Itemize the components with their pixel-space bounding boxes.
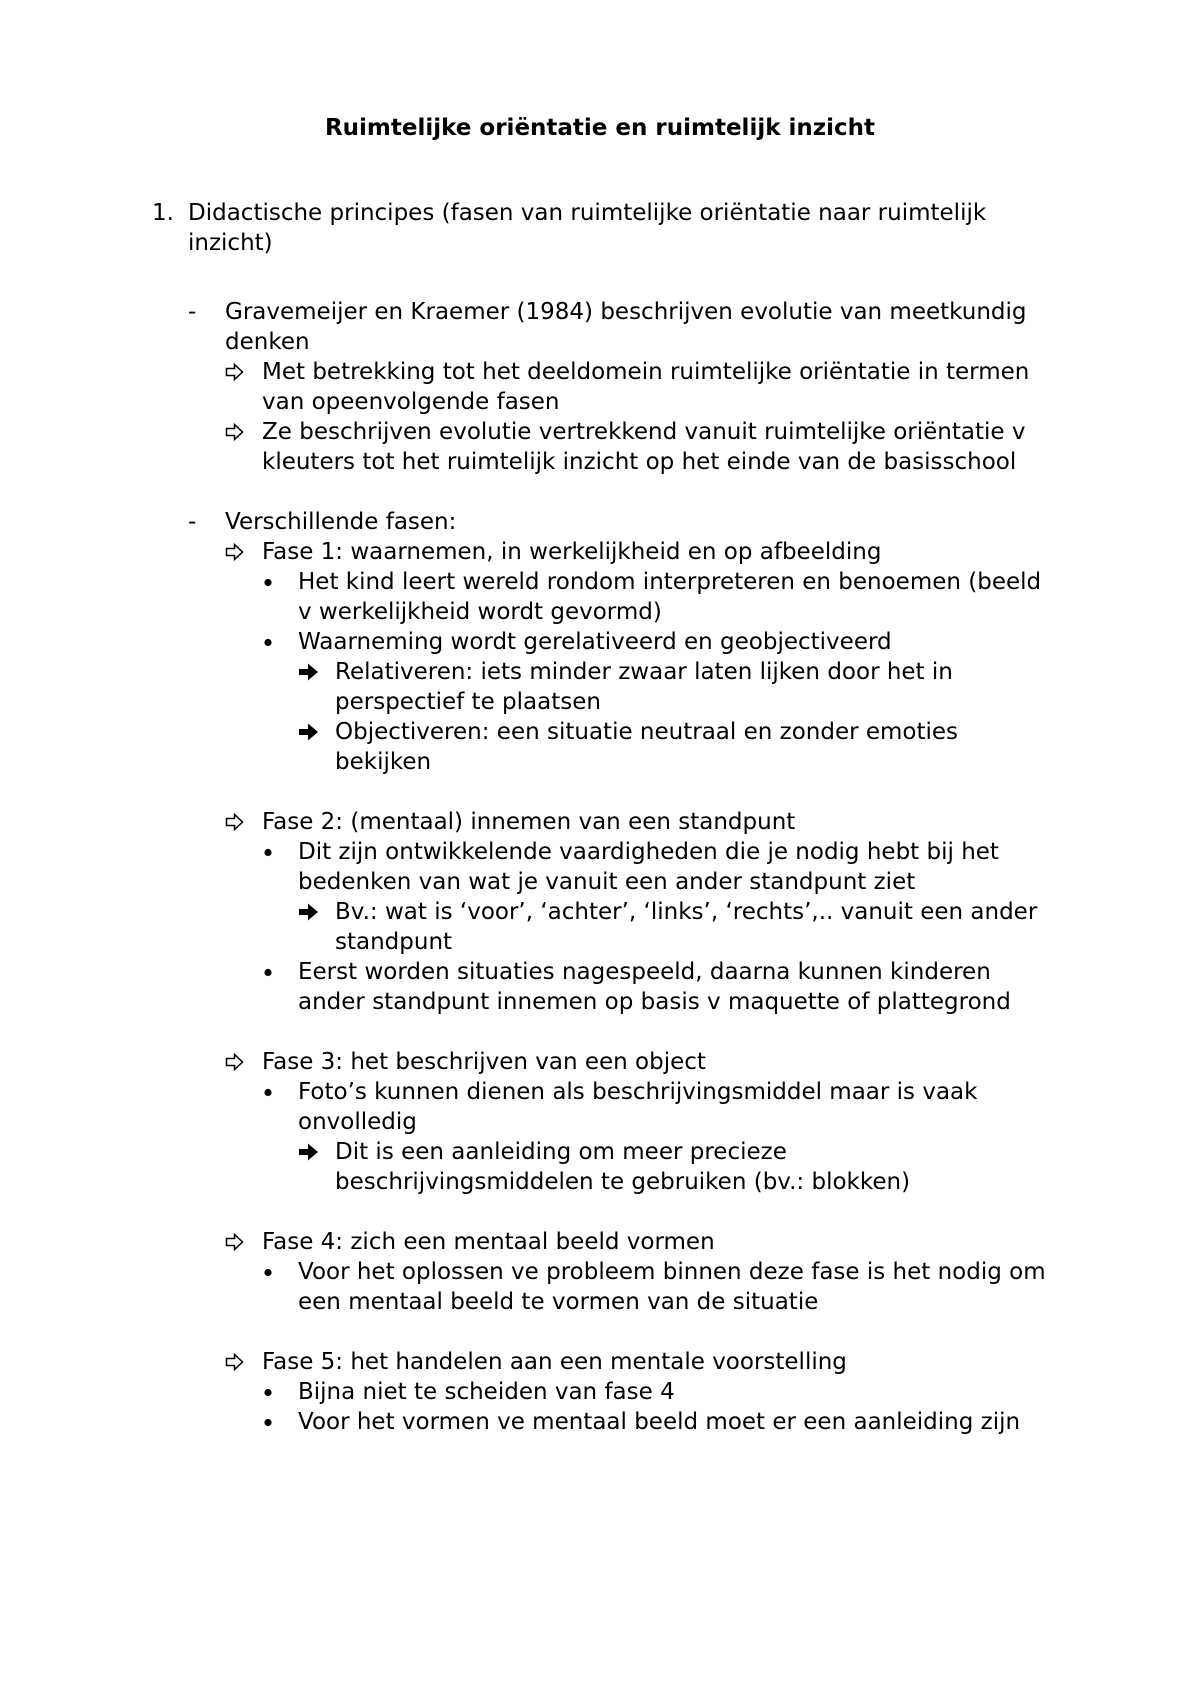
outline-arrow-icon bbox=[225, 537, 245, 567]
outline-arrow-icon bbox=[225, 1227, 245, 1257]
fase5-bullet2-line1: Voor het vormen ve mentaal beeld moet er een aanleiding zijn bbox=[298, 1409, 1021, 1435]
bullet-icon bbox=[262, 957, 274, 987]
fase3-arrow1-line1: Dit is een aanleiding om meer precieze bbox=[335, 1139, 787, 1165]
outline-arrow-icon bbox=[225, 1047, 245, 1077]
outline-arrow-icon bbox=[225, 807, 245, 837]
fase1-arrow2-line1: Objectiveren: een situatie neutraal en zonder emoties bbox=[335, 719, 959, 745]
gravemeijer-sub1-line1: Met betrekking tot het deeldomein ruimtelijke oriëntatie in termen bbox=[262, 359, 1030, 385]
fase4-title: Fase 4: zich een mentaal beeld vormen bbox=[262, 1229, 715, 1255]
bullet-icon bbox=[262, 1077, 274, 1107]
fase5-bullet1-line1: Bijna niet te scheiden van fase 4 bbox=[298, 1379, 675, 1405]
bold-arrow-icon bbox=[298, 897, 320, 927]
gravemeijer-sub2-line2: kleuters tot het ruimtelijk inzicht op het einde van de basisschool bbox=[262, 449, 1017, 475]
fase2-title: Fase 2: (mentaal) innemen van een standpunt bbox=[262, 809, 796, 835]
section-heading-line1: Didactische principes (fasen van ruimtelijke oriëntatie naar ruimtelijk bbox=[188, 200, 987, 226]
bold-arrow-icon bbox=[298, 717, 320, 747]
dash-marker: - bbox=[188, 299, 197, 325]
fase1-arrow2-line2: bekijken bbox=[335, 749, 432, 775]
gravemeijer-sub1-line2: van opeenvolgende fasen bbox=[262, 389, 560, 415]
section-number: 1. bbox=[152, 200, 174, 226]
fase2-bullet1-line2: bedenken van wat je vanuit een ander standpunt ziet bbox=[298, 869, 916, 895]
gravemeijer-line2: denken bbox=[225, 329, 310, 355]
fase2-arrow1-line2: standpunt bbox=[335, 929, 453, 955]
fase1-title: Fase 1: waarnemen, in werkelijkheid en op afbeelding bbox=[262, 539, 882, 565]
fase3-title: Fase 3: het beschrijven van een object bbox=[262, 1049, 706, 1075]
fase3-bullet1-line1: Foto’s kunnen dienen als beschrijvingsmiddel maar is vaak bbox=[298, 1079, 978, 1105]
bullet-icon bbox=[262, 567, 274, 597]
bold-arrow-icon bbox=[298, 1137, 320, 1167]
page-title: Ruimtelijke oriëntatie en ruimtelijk inzicht bbox=[324, 115, 876, 141]
fase4-bullet1-line2: een mentaal beeld te vormen van de situatie bbox=[298, 1289, 819, 1315]
outline-arrow-icon bbox=[225, 1347, 245, 1377]
outline-arrow-icon bbox=[225, 357, 245, 387]
outline-arrow-icon bbox=[225, 417, 245, 447]
bullet-icon bbox=[262, 837, 274, 867]
fase2-bullet2-line1: Eerst worden situaties nagespeeld, daarna kunnen kinderen bbox=[298, 959, 991, 985]
gravemeijer-line1: Gravemeijer en Kraemer (1984) beschrijven evolutie van meetkundig bbox=[225, 299, 1027, 325]
fasen-heading: Verschillende fasen: bbox=[225, 509, 457, 535]
section-heading-line2: inzicht) bbox=[188, 230, 273, 256]
gravemeijer-sub2-line1: Ze beschrijven evolutie vertrekkend vanuit ruimtelijke oriëntatie v bbox=[262, 419, 1026, 445]
bullet-icon bbox=[262, 1407, 274, 1437]
bold-arrow-icon bbox=[298, 657, 320, 687]
fase1-bullet1-line1: Het kind leert wereld rondom interpreteren en benoemen (beeld bbox=[298, 569, 1042, 595]
bullet-icon bbox=[262, 627, 274, 657]
fase2-arrow1-line1: Bv.: wat is ‘voor’, ‘achter’, ‘links’, ‘rechts’,.. vanuit een ander bbox=[335, 899, 1038, 925]
dash-marker: - bbox=[188, 509, 197, 535]
fase2-bullet1-line1: Dit zijn ontwikkelende vaardigheden die je nodig hebt bij het bbox=[298, 839, 999, 865]
bullet-icon bbox=[262, 1257, 274, 1287]
fase3-bullet1-line2: onvolledig bbox=[298, 1109, 417, 1135]
fase1-arrow1-line1: Relativeren: iets minder zwaar laten lijken door het in bbox=[335, 659, 953, 685]
bullet-icon bbox=[262, 1377, 274, 1407]
fase1-bullet1-line2: v werkelijkheid wordt gevormd) bbox=[298, 599, 662, 625]
fase2-bullet2-line2: ander standpunt innemen op basis v maquette of plattegrond bbox=[298, 989, 1011, 1015]
fase1-arrow1-line2: perspectief te plaatsen bbox=[335, 689, 601, 715]
fase5-title: Fase 5: het handelen aan een mentale voorstelling bbox=[262, 1349, 847, 1375]
fase3-arrow1-line2: beschrijvingsmiddelen te gebruiken (bv.: blokken) bbox=[335, 1169, 911, 1195]
fase4-bullet1-line1: Voor het oplossen ve probleem binnen deze fase is het nodig om bbox=[298, 1259, 1046, 1285]
fase1-bullet2-line1: Waarneming wordt gerelativeerd en geobjectiveerd bbox=[298, 629, 892, 655]
